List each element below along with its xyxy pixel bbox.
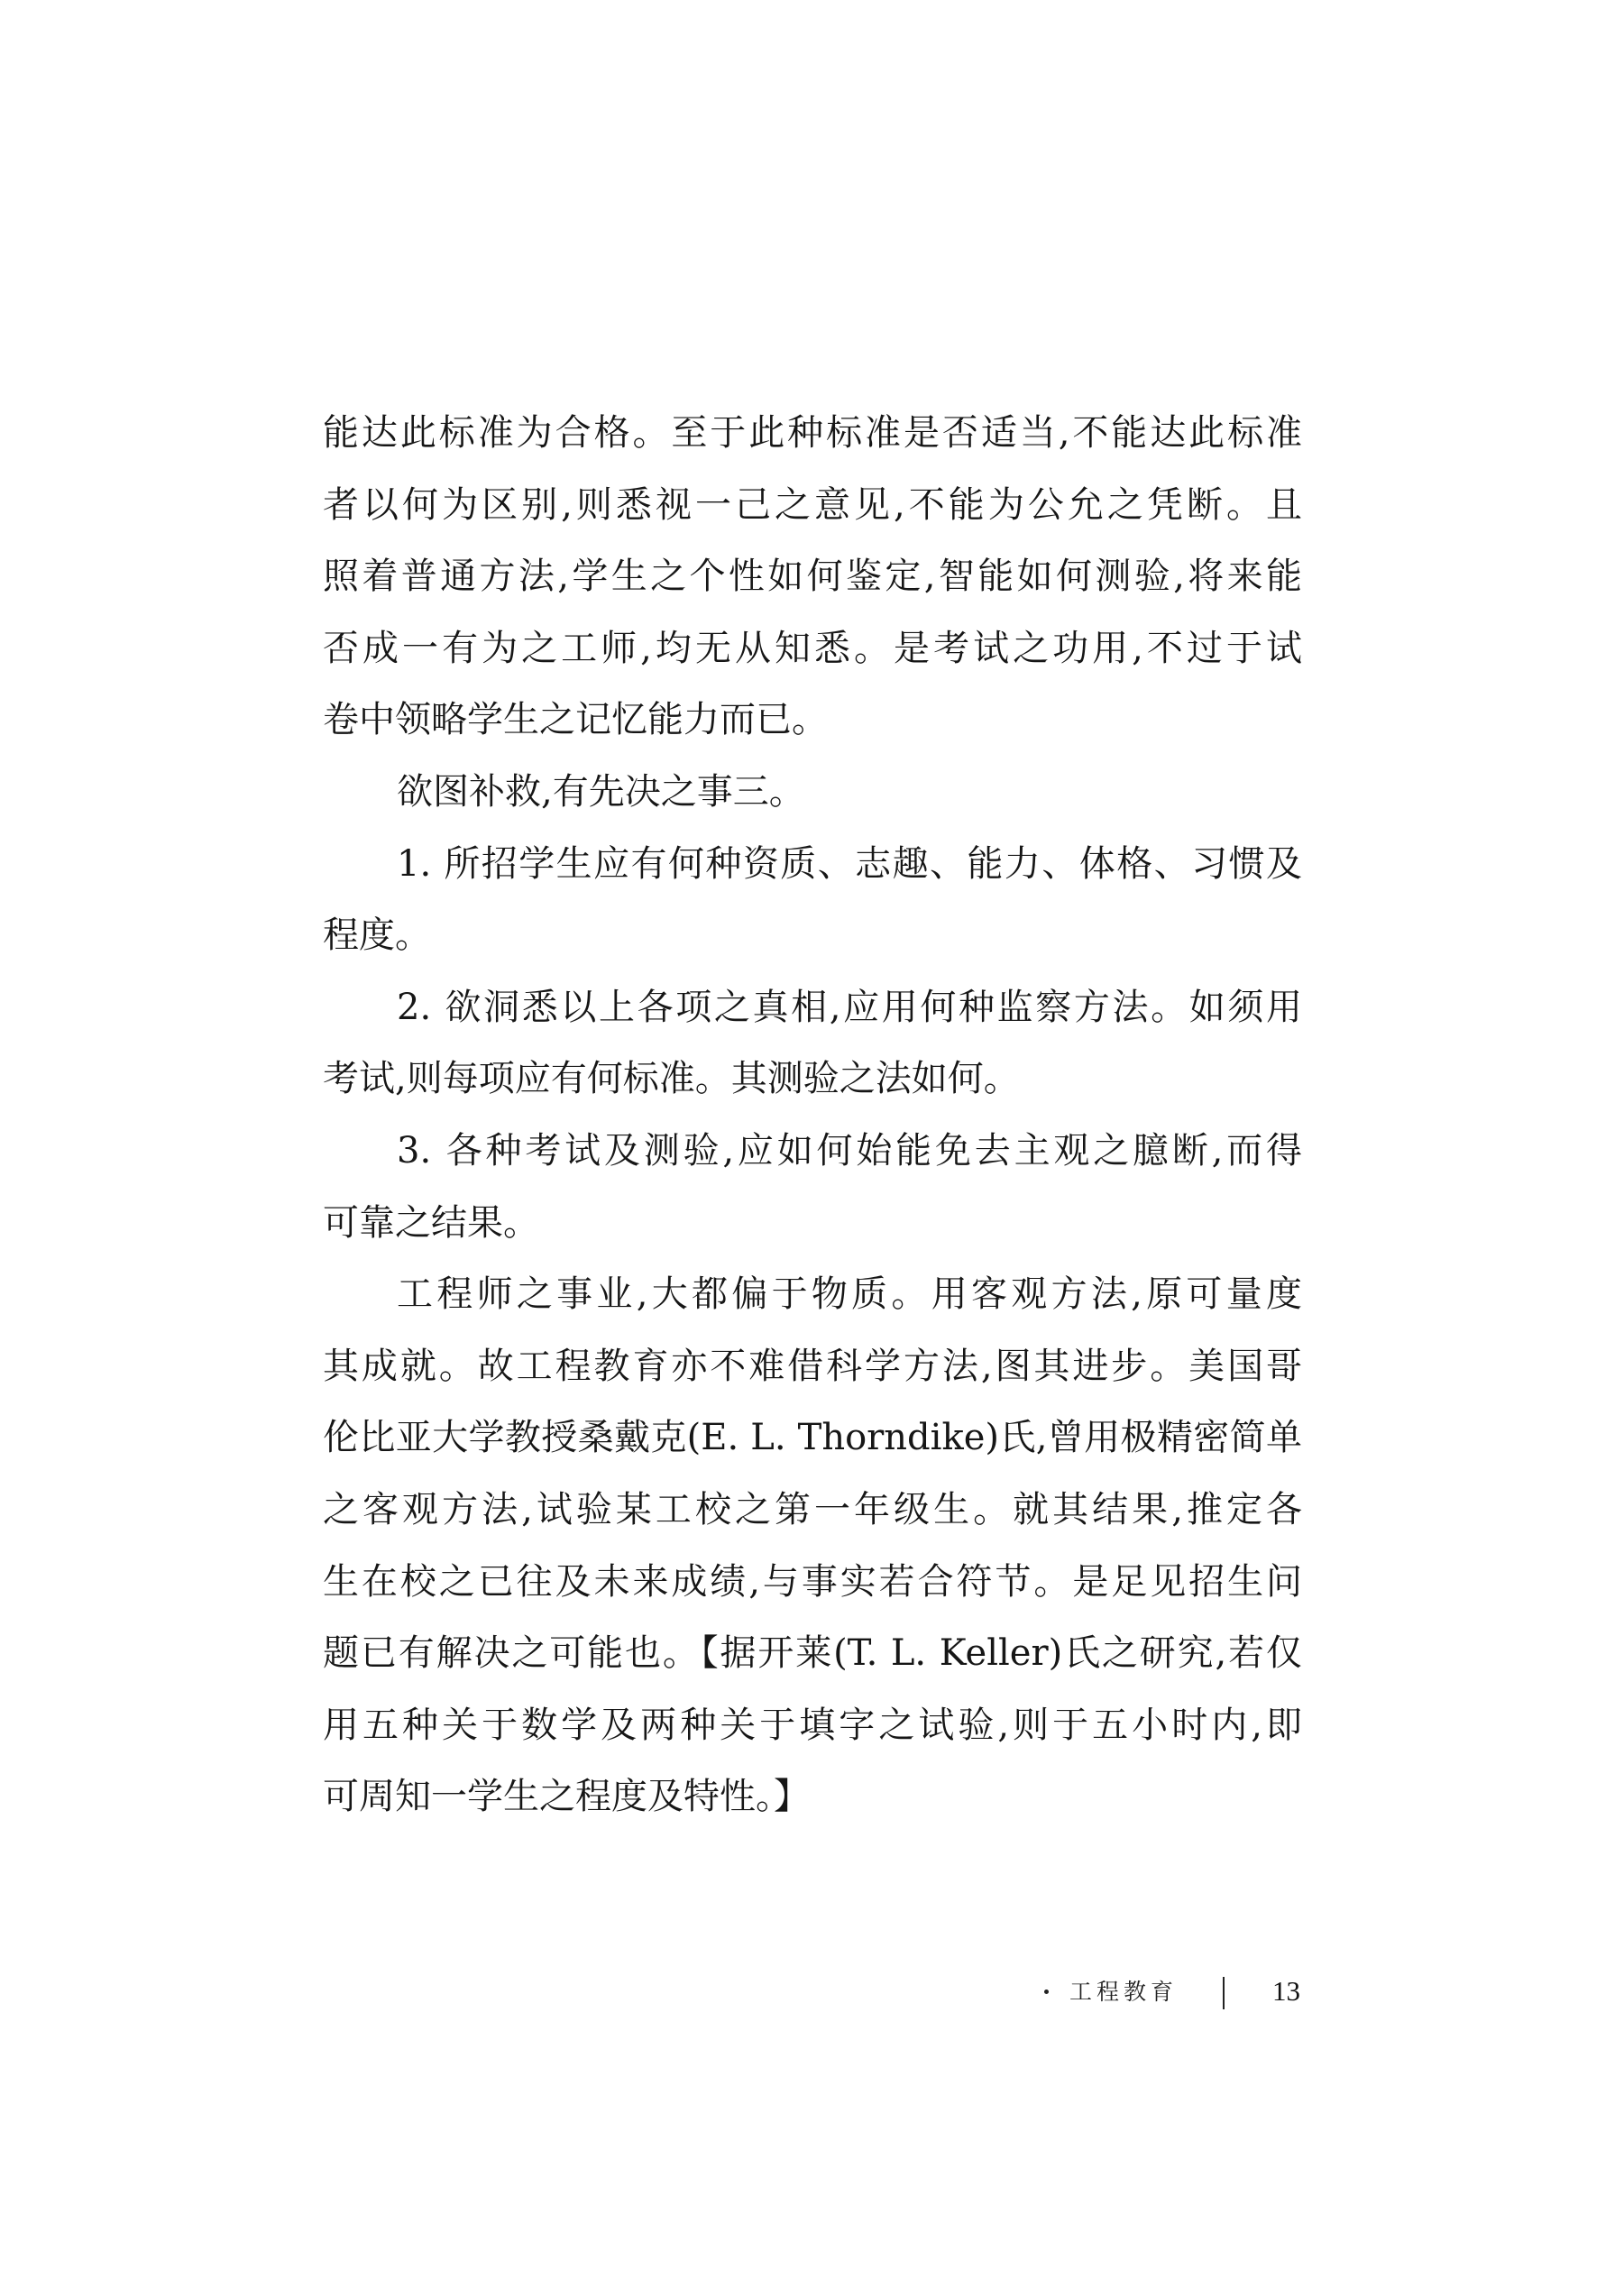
running-title: 工程教育: [1069, 1979, 1179, 2005]
text-line: 能达此标准为合格。至于此种标准是否适当,不能达此标准: [323, 412, 1302, 454]
text-line: 生在校之已往及未来成绩,与事实若合符节。是足见招生问: [323, 1560, 1302, 1603]
text-line: 其成就。故工程教育亦不难借科学方法,图其进步。美国哥: [323, 1345, 1302, 1387]
numbered-item-1: [323, 829, 1302, 972]
paragraph: [323, 757, 1302, 829]
body-text: [323, 398, 1302, 1833]
page-number: 13: [1272, 1975, 1300, 2007]
paragraph: [323, 1259, 1302, 1833]
text-line: 否成一有为之工师,均无从知悉。是考试之功用,不过于试: [323, 627, 1302, 669]
text-line: 之客观方法,试验某工校之第一年级生。就其结果,推定各: [323, 1488, 1302, 1530]
text-line: 3. 各种考试及测验,应如何始能免去主观之臆断,而得: [397, 1129, 1302, 1172]
text-line: 照着普通方法,学生之个性如何鉴定,智能如何测验,将来能: [323, 556, 1302, 598]
text-line: 工程师之事业,大都偏于物质。用客观方法,原可量度: [397, 1273, 1302, 1316]
text-line: 者以何为区别,则悉视一己之意见,不能为公允之凭断。且: [323, 483, 1302, 526]
text-line: 伦比亚大学教授桑戴克(E. L. Thorndike)氏,曾用极精密简单: [323, 1417, 1302, 1459]
text-line: 欲图补救,有先决之事三。: [397, 770, 805, 813]
numbered-item-3: [323, 1116, 1302, 1259]
text-line: 题已有解决之可能也。【据开莱(T. L. Keller)氏之研究,若仅: [323, 1632, 1302, 1675]
text-line: 1. 所招学生应有何种资质、志趣、能力、体格、习惯及: [397, 842, 1302, 885]
text-line: 2. 欲洞悉以上各项之真相,应用何种监察方法。如须用: [397, 986, 1302, 1028]
text-line: 考试,则每项应有何标准。其测验之法如何。: [323, 1058, 1020, 1100]
paragraph: [323, 398, 1302, 757]
footer-divider: [1223, 1977, 1225, 2009]
text-line: 程度。: [323, 914, 431, 957]
text-line: 用五种关于数学及两种关于填字之试验,则于五小时内,即: [323, 1704, 1302, 1746]
page-footer: [1035, 1971, 1306, 2015]
text-line: 可靠之结果。: [323, 1201, 539, 1244]
bullet-dot-icon: [1044, 1990, 1049, 1994]
text-line: 卷中领略学生之记忆能力而已。: [323, 699, 828, 741]
text-line: 可周知一学生之程度及特性。】: [323, 1776, 810, 1818]
numbered-item-2: [323, 972, 1302, 1116]
